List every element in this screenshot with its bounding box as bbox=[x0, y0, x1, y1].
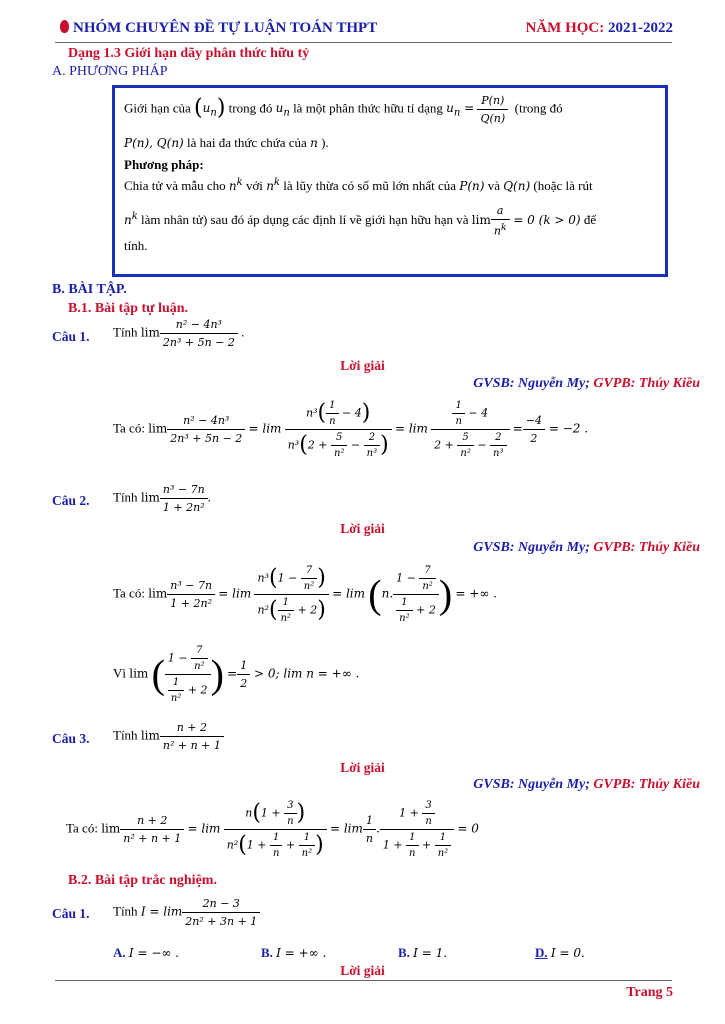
page-number: Trang 5 bbox=[626, 985, 673, 1000]
method-line-5: tính. bbox=[124, 238, 148, 253]
part-b2-heading: B.2. Bài tập trắc nghiệm. bbox=[68, 873, 217, 888]
question-2-reason: Vì lim ( 1 − $\frac{7}{\text{n²}}$ $\frac{1}{\text{n²}}$ + 2 ) = $\frac{1}{2}$ > 0; lim n = +∞ . bbox=[113, 645, 360, 704]
mcq-option-b[interactable]: B. I = +∞ . bbox=[261, 945, 327, 960]
mcq-option-a[interactable]: A. I = −∞ . bbox=[113, 945, 179, 960]
mcq-1-label: Câu 1. bbox=[52, 906, 90, 921]
part-b-heading: B. BÀI TẬP. bbox=[52, 282, 127, 297]
question-2-label: Câu 2. bbox=[52, 493, 90, 508]
mcq-option-d[interactable]: D. I = 0. bbox=[535, 945, 585, 960]
logo-icon bbox=[60, 20, 69, 33]
question-2-solution: Ta có: lim $\frac{\text{n³ − 7n}}{\text{1 + 2n²}}$ = lim n³(1 − $\frac{7}{\text{n²}}$ ) n²( $\frac{1}{\text{n²}}$ + 2) = lim (n. 1 − $\frac{7}{\text{n²}}$ $\frac{1}{\text{n²}}$ + 2 ) = +∞ . bbox=[113, 565, 497, 624]
header-brand: NHÓM CHUYÊN ĐỀ TỰ LUẬN TOÁN THPT bbox=[60, 20, 377, 37]
header-divider bbox=[55, 42, 672, 43]
question-3-credit: GVSB: Nguyễn My; GVPB: Thúy Kiều bbox=[473, 777, 700, 792]
question-1-credit: GVSB: Nguyễn My; GVPB: Thúy Kiều bbox=[473, 376, 700, 391]
question-3-prompt: Tính lim $\frac{n + 2}{\text{n² + n + 1}}$ bbox=[113, 721, 224, 752]
mcq-1-prompt: Tính I = lim $\frac{2n - 3}{\text{2n² + 3n + 1}}$ bbox=[113, 897, 260, 928]
mcq-1-solution-label: Lời giải bbox=[340, 963, 385, 978]
header-year: NĂM HỌC: 2021-2022 bbox=[525, 20, 673, 36]
footer-divider bbox=[55, 980, 672, 981]
method-line-3: Chia tử và mẫu cho $n^k$ với $n^k$ là lũy thừa có số mũ lớn nhất của P(n) và Q(n) (hoặc là rút bbox=[124, 177, 593, 193]
part-a-heading: A. PHƯƠNG PHÁP bbox=[52, 64, 168, 79]
question-3-solution-label: Lời giải bbox=[340, 760, 385, 775]
question-1-solution-label: Lời giải bbox=[340, 358, 385, 373]
question-2-solution-label: Lời giải bbox=[340, 521, 385, 536]
method-box bbox=[112, 85, 668, 277]
question-3-solution: Ta có: lim $\frac{n + 2}{\text{n² + n + 1}}$ = lim n(1 + $\frac{3}{n}$ ) n²(1 + $\frac{1}{n}$ + $\frac{1}{\text{n²}}$ ) = lim $\frac{1}{n}$ . 1 + $\frac{3}{n}$ 1 + $\frac{1}{n}$ + $\frac{1}{\text{n²}}$ = 0 bbox=[66, 800, 479, 859]
section-title: Dạng 1.3 Giới hạn dãy phân thức hữu tỷ bbox=[68, 46, 310, 61]
question-2-prompt: Tính lim $\frac{\text{n³ − 7n}}{\text{1 + 2n²}}$ . bbox=[113, 483, 211, 514]
question-1-solution: Ta có: lim $\frac{\text{n² − 4n³}}{\text{2n³ + 5n − 2}}$ = lim n³( $\frac{1}{n}$ − 4) n³(2 + $\frac{5}{\text{n²}}$ − $\frac{2}{\text{n³}}$ ) = lim $\frac{1}{n}$ − 4 2 + $\frac{5}{\text{n²}}$ − $\frac{2}{\text{n³}}$ = $\frac{-4}{2}$ = −2 . bbox=[113, 400, 589, 459]
method-line-4: $n^k$ làm nhân tử) sau đó áp dụng các định lí về giới hạn hữu hạn và lim $\frac{a}{n^k}$ = 0 (k > 0) để bbox=[124, 204, 597, 238]
question-1-label: Câu 1. bbox=[52, 329, 90, 344]
method-line-1: Giới hạn của $(u_n)$ trong đó $u_n$ là một phân thức hữu tỉ dạng $u_n$ = $\frac{P(n)}{Q(n)}$ (trong đó bbox=[124, 94, 563, 125]
mcq-option-c[interactable]: B. I = 1. bbox=[398, 945, 448, 960]
question-3-label: Câu 3. bbox=[52, 731, 90, 746]
question-1-prompt: Tính lim $\frac{\text{n² − 4n³}}{\text{2n³ + 5n − 2}}$ . bbox=[113, 318, 245, 349]
method-line-2: P(n), Q(n) là hai đa thức chứa của n ). bbox=[124, 135, 329, 150]
method-title: Phương pháp: bbox=[124, 157, 204, 172]
part-b1-heading: B.1. Bài tập tự luận. bbox=[68, 301, 189, 316]
question-2-credit: GVSB: Nguyễn My; GVPB: Thúy Kiều bbox=[473, 540, 700, 555]
